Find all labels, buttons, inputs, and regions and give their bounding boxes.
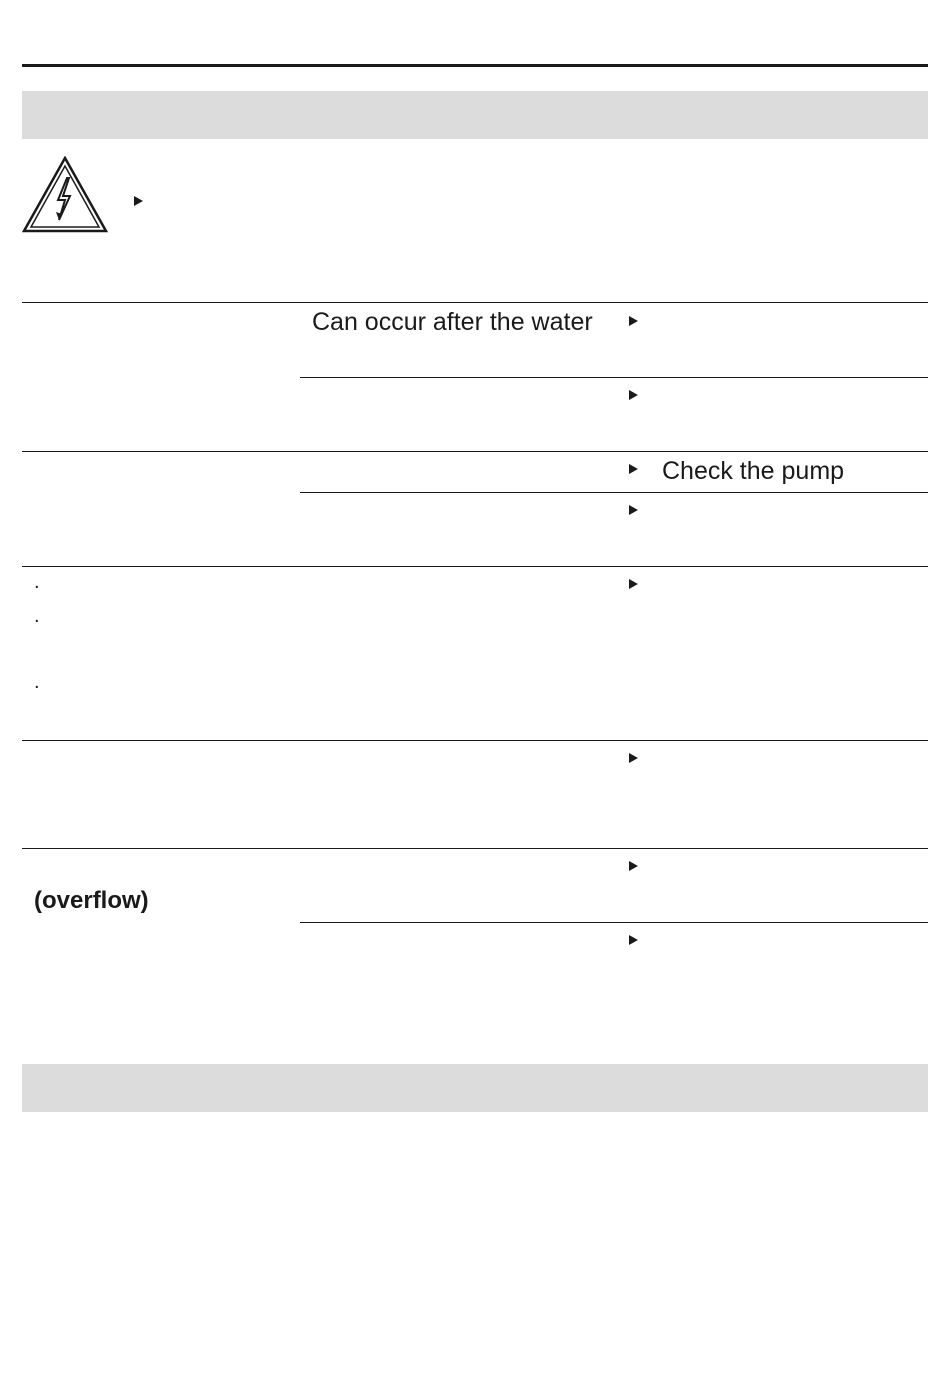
row2-remedy1-text: Check the pump [662,457,845,485]
warning-bullet-arrow-icon [134,196,143,206]
header-rule [22,64,928,67]
table-row-divider [22,451,928,452]
electric-shock-warning-icon [22,156,108,234]
remedy-arrow-icon [629,861,638,871]
remedy-arrow-icon [629,579,638,589]
remedy-arrow-icon [629,316,638,326]
row5-problem-text: (overflow) [34,887,149,914]
table-row-divider [22,740,928,741]
remedy-arrow-icon [629,390,638,400]
remedy-arrow-icon [629,505,638,515]
problem-bullet: . [34,671,40,693]
cause-divider [300,377,928,378]
problem-bullet: . [34,571,40,593]
remedy-arrow-icon [629,753,638,763]
section-header-band [22,1064,928,1112]
remedy-arrow-icon [629,935,638,945]
cause-divider [300,922,928,923]
cause-divider [300,492,928,493]
problem-bullet: . [34,605,40,627]
table-row-divider [22,848,928,849]
row1-cause1-text: Can occur after the water [312,308,593,336]
section-header-band [22,91,928,139]
remedy-arrow-icon [629,464,638,474]
table-row-divider [22,566,928,567]
table-row-divider [22,302,928,303]
